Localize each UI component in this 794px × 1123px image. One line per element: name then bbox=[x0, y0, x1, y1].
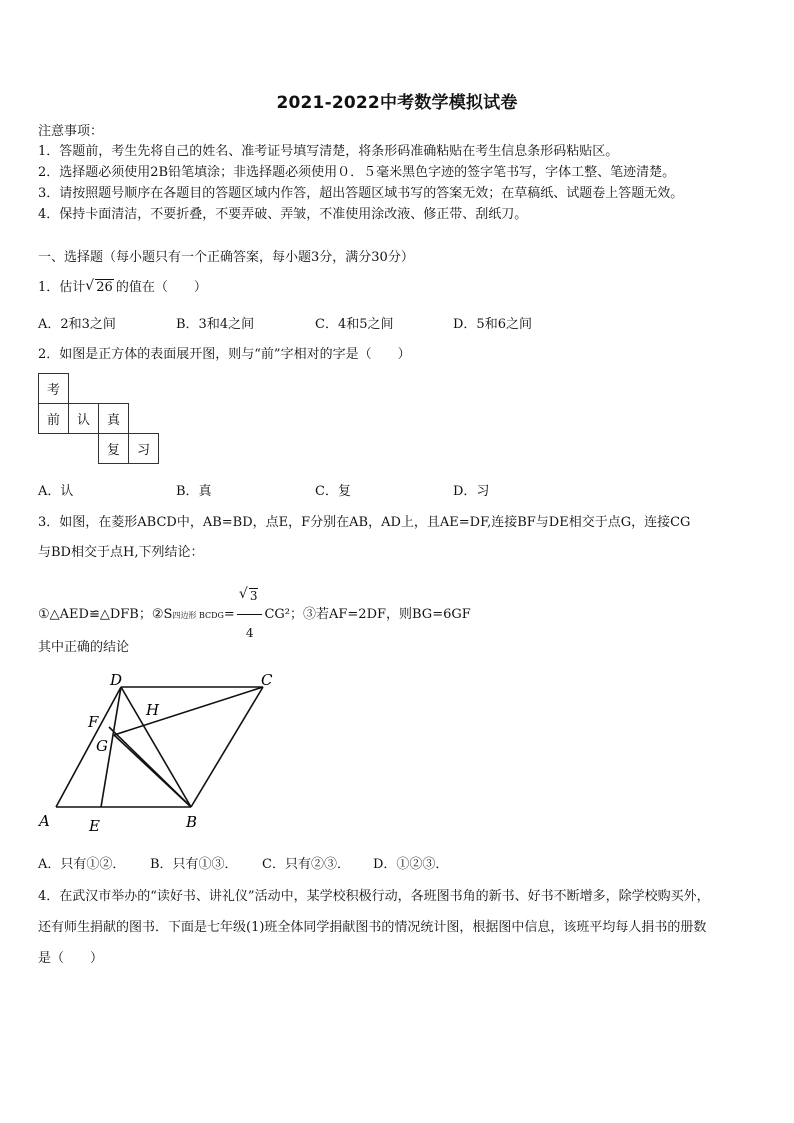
q2-option-c: C．复 bbox=[315, 484, 351, 499]
q3-c1-sub: 四边形 BCDG bbox=[172, 611, 224, 620]
cube-net bbox=[38, 373, 159, 464]
label-c: C bbox=[261, 671, 273, 689]
notice-heading: 注意事项： bbox=[38, 124, 104, 139]
q1-option-b: B．3和4之间 bbox=[176, 317, 255, 332]
q2-option-d: D．习 bbox=[453, 484, 490, 499]
q3-frac-den: 4 bbox=[245, 626, 254, 640]
net-cell: 真 bbox=[99, 404, 129, 434]
rhombus-figure bbox=[30, 665, 290, 840]
net-cell: 复 bbox=[99, 434, 129, 464]
q3-frac-num: 3 bbox=[249, 589, 258, 603]
label-a: A bbox=[39, 812, 50, 830]
q1-radicand: 26 bbox=[96, 280, 113, 295]
q2-option-b: B．真 bbox=[176, 484, 212, 499]
question-3-stem-line1: 3．如图，在菱形ABCD中，AB=BD，点E，F分别在AB，AD上，且AE=DF,连接BF与DE相交于点G，连接CG bbox=[38, 515, 691, 530]
q2-option-a: A．认 bbox=[38, 484, 74, 499]
question-1-stem bbox=[38, 276, 207, 295]
question-2-stem: 2．如图是正方体的表面展开图，则与“前”字相对的字是（ ） bbox=[38, 347, 411, 362]
net-cell: 认 bbox=[69, 404, 99, 434]
q3-option-d: D．①②③． bbox=[373, 857, 449, 872]
label-h: H bbox=[146, 701, 160, 719]
sqrt-symbol bbox=[87, 280, 114, 295]
page-title: 2021-2022中考数学模拟试卷 bbox=[276, 93, 518, 113]
label-g: G bbox=[96, 737, 108, 755]
q3-option-c: C．只有②③． bbox=[262, 857, 350, 872]
q3-c2: CG²；③若AF=2DF，则BG=6GF bbox=[264, 607, 471, 622]
question-4-line1: 4．在武汉市举办的“读好书、讲礼仪”活动中，某学校积极行动，各班图书角的新书、好书不断增多，除学校购买外， bbox=[38, 889, 710, 904]
q1-pre: 1．估计 bbox=[38, 280, 86, 295]
q1-option-d: D．5和6之间 bbox=[453, 317, 532, 332]
q3-c1: ①△AED≌△DFB；②S bbox=[38, 607, 173, 622]
label-f: F bbox=[88, 713, 99, 731]
net-cell: 习 bbox=[129, 434, 159, 464]
q1-post: 的值在（ ） bbox=[115, 280, 207, 295]
net-cell: 考 bbox=[39, 374, 69, 404]
label-e: E bbox=[89, 817, 100, 835]
notice-item-1: 1．答题前，考生先将自己的姓名、准考证号填写清楚，将条形码准确粘贴在考生信息条形码粘贴区。 bbox=[38, 144, 619, 159]
q1-option-a: A．2和3之间 bbox=[38, 317, 116, 332]
q3-c1-eq: = bbox=[223, 607, 235, 622]
q3-option-a: A．只有①②． bbox=[38, 857, 126, 872]
section-heading: 一、选择题（每小题只有一个正确答案，每小题3分，满分30分） bbox=[38, 250, 414, 265]
label-d: D bbox=[110, 671, 123, 689]
notice-item-2: 2．选择题必须使用2B铅笔填涂；非选择题必须使用０．５毫米黑色字迹的签字笔书写，字体工整、笔迹清楚。 bbox=[38, 165, 676, 180]
q3-option-b: B．只有①③． bbox=[150, 857, 238, 872]
question-3-stem-line2: 与BD相交于点H,下列结论： bbox=[38, 545, 204, 560]
label-b: B bbox=[186, 813, 198, 831]
notice-item-4: 4．保持卡面清洁，不要折叠，不要弄破、弄皱，不准使用涂改液、修正带、刮纸刀。 bbox=[38, 207, 528, 222]
q3-prompt: 其中正确的结论 bbox=[38, 640, 130, 655]
question-4-line2: 还有师生捐献的图书．下面是七年级(1)班全体同学捐献图书的情况统计图，根据图中信息，该班平均每人捐书的册数 bbox=[38, 920, 707, 935]
notice-item-3: 3．请按照题号顺序在各题目的答题区域内作答，超出答题区域书写的答案无效；在草稿纸、试题卷上答题无效。 bbox=[38, 186, 684, 201]
q3-fraction bbox=[237, 578, 263, 651]
question-4-line3: 是（ ） bbox=[38, 951, 104, 966]
net-cell: 前 bbox=[39, 404, 69, 434]
q1-option-c: C．4和5之间 bbox=[315, 317, 394, 332]
